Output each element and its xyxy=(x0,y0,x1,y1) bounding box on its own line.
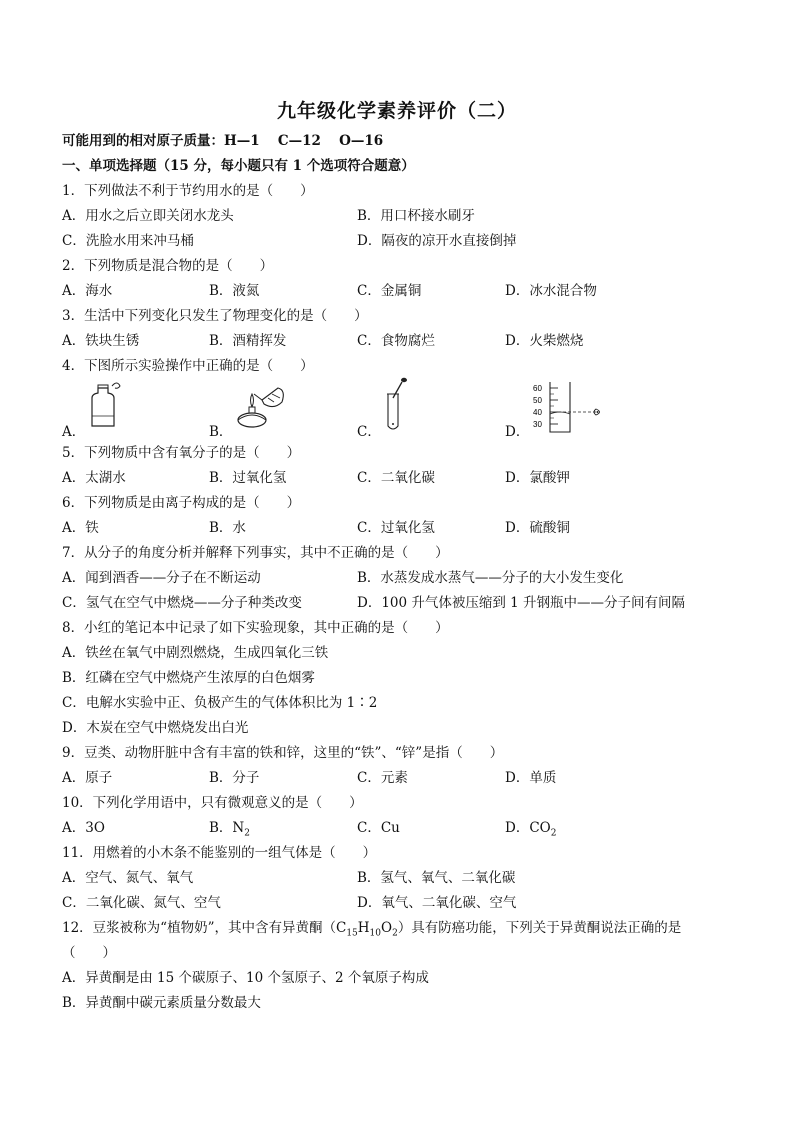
question-7-option-a: A．闻到酒香——分子在不断运动 xyxy=(62,570,261,586)
question-6-option-d: D．硫酸铜 xyxy=(505,520,570,536)
question-12-stem-cont: （ ） xyxy=(62,945,116,961)
question-1-option-a: A．用水之后立即关闭水龙头 xyxy=(62,208,234,224)
question-10-option-c: C．Cu xyxy=(357,820,400,836)
option-b-formula: B．N xyxy=(209,820,245,836)
question-9-option-b: B．分子 xyxy=(209,770,260,786)
reagent-bottle-figure xyxy=(84,380,124,430)
question-1-option-c: C．洗脸水用来冲马桶 xyxy=(62,233,194,249)
question-9-option-d: D．单质 xyxy=(505,770,557,786)
question-3-option-d: D．火柴燃烧 xyxy=(505,333,584,349)
question-10-stem: 10．下列化学用语中，只有微观意义的是（ ） xyxy=(62,795,363,811)
question-12-option-b: B．异黄酮中碳元素质量分数最大 xyxy=(62,995,261,1011)
question-6-option-c: C．过氧化氢 xyxy=(357,520,435,536)
q12-stem-end: ）具有防癌功能，下列关于异黄酮说法正确的是 xyxy=(397,920,682,936)
question-3-option-a: A．铁块生锈 xyxy=(62,333,140,349)
question-3-stem: 3．生活中下列变化只发生了物理变化的是（ ） xyxy=(62,308,368,324)
question-6-option-a: A．铁 xyxy=(62,520,99,536)
question-9-option-a: A．原子 xyxy=(62,770,113,786)
question-4-option-a: A． xyxy=(62,424,86,440)
cylinder-tick-60: 60 xyxy=(533,384,542,393)
graduated-cylinder-figure xyxy=(528,380,608,436)
option-d-formula: D．CO xyxy=(505,820,551,836)
question-4-option-d: D． xyxy=(505,424,530,440)
question-3-option-c: C．食物腐烂 xyxy=(357,333,435,349)
question-1-stem: 1．下列做法不利于节约用水的是（ ） xyxy=(62,183,314,199)
question-7-option-d: D．100 升气体被压缩到 1 升钢瓶中——分子间有间隔 xyxy=(357,595,686,611)
question-7-option-c: C．氢气在空气中燃烧——分子种类改变 xyxy=(62,595,302,611)
q12-sub-o: 2 xyxy=(392,928,398,939)
question-4-option-c: C． xyxy=(357,424,381,440)
question-10-option-d xyxy=(505,819,556,837)
question-11-option-c: C．二氧化碳、氮气、空气 xyxy=(62,895,221,911)
cylinder-tick-40: 40 xyxy=(533,408,542,417)
question-9-option-c: C．元素 xyxy=(357,770,408,786)
question-6-option-b: B．水 xyxy=(209,520,246,536)
question-3-option-b: B．酒精挥发 xyxy=(209,333,287,349)
question-11-stem: 11．用燃着的小木条不能鉴别的一组气体是（ ） xyxy=(62,845,377,861)
cylinder-tick-30: 30 xyxy=(533,420,542,429)
question-5-stem: 5．下列物质中含有氧分子的是（ ） xyxy=(62,445,301,461)
question-12-option-a: A．异黄酮是由 15 个碳原子、10 个氢原子、2 个氧原子构成 xyxy=(62,970,429,986)
question-2-option-d: D．冰水混合物 xyxy=(505,283,597,299)
question-6-stem: 6．下列物质是由离子构成的是（ ） xyxy=(62,495,301,511)
question-2-stem: 2．下列物质是混合物的是（ ） xyxy=(62,258,274,274)
question-10-option-b xyxy=(209,819,250,837)
question-11-option-a: A．空气、氮气、氧气 xyxy=(62,870,194,886)
question-8-option-c: C．电解水实验中正、负极产生的气体体积比为 1∶2 xyxy=(62,695,378,711)
question-5-option-b: B．过氧化氢 xyxy=(209,470,287,486)
question-5-option-a: A．太湖水 xyxy=(62,470,126,486)
question-2-option-c: C．金属铜 xyxy=(357,283,422,299)
alcohol-lamp-figure xyxy=(230,380,290,430)
question-11-option-d: D．氧气、二氧化碳、空气 xyxy=(357,895,517,911)
q12-stem-start: 12．豆浆被称为“植物奶”，其中含有异黄酮（C xyxy=(62,920,347,936)
q12-sub-h: 10 xyxy=(369,928,381,939)
question-4-option-b: B． xyxy=(209,424,233,440)
question-7-option-b: B．水蒸发成水蒸气——分子的大小发生变化 xyxy=(357,570,624,586)
question-9-stem: 9．豆类、动物肝脏中含有丰富的铁和锌，这里的“铁”、“锌”是指（ ） xyxy=(62,745,504,761)
page-title: 九年级化学素养评价（二） xyxy=(276,100,517,122)
cylinder-tick-50: 50 xyxy=(533,396,542,405)
question-8-option-a: A．铁丝在氧气中剧烈燃烧，生成四氧化三铁 xyxy=(62,645,329,661)
question-2-option-a: A．海水 xyxy=(62,283,113,299)
question-12-stem xyxy=(62,919,681,937)
q12-sub-c: 15 xyxy=(346,928,358,939)
question-10-option-a: A．3O xyxy=(62,820,105,836)
question-4-stem: 4．下图所示实验操作中正确的是（ ） xyxy=(62,358,314,374)
atomic-masses: 可能用到的相对原子质量：H—1 C—12 O—16 xyxy=(62,133,384,149)
question-5-option-c: C．二氧化碳 xyxy=(357,470,435,486)
question-5-option-d: D．氯酸钾 xyxy=(505,470,570,486)
option-d-subscript: 2 xyxy=(550,828,557,839)
question-1-option-d: D．隔夜的凉开水直接倒掉 xyxy=(357,233,517,249)
question-7-stem: 7．从分子的角度分析并解释下列事实，其中不正确的是（ ） xyxy=(62,545,449,561)
question-8-option-b: B．红磷在空气中燃烧产生浓厚的白色烟雾 xyxy=(62,670,315,686)
question-2-option-b: B．液氮 xyxy=(209,283,260,299)
question-8-option-d: D．木炭在空气中燃烧发出白光 xyxy=(62,720,249,736)
question-8-stem: 8．小红的笔记本中记录了如下实验现象，其中正确的是（ ） xyxy=(62,620,449,636)
q12-h: H xyxy=(357,920,370,936)
question-1-option-b: B．用口杯接水刷牙 xyxy=(357,208,475,224)
test-tube-dropper-figure xyxy=(380,376,414,434)
q12-o: O xyxy=(381,920,393,936)
section-heading: 一、单项选择题（15 分，每小题只有 1 个选项符合题意） xyxy=(62,158,415,174)
option-b-subscript: 2 xyxy=(244,828,250,839)
question-11-option-b: B．氢气、氧气、二氧化碳 xyxy=(357,870,516,886)
